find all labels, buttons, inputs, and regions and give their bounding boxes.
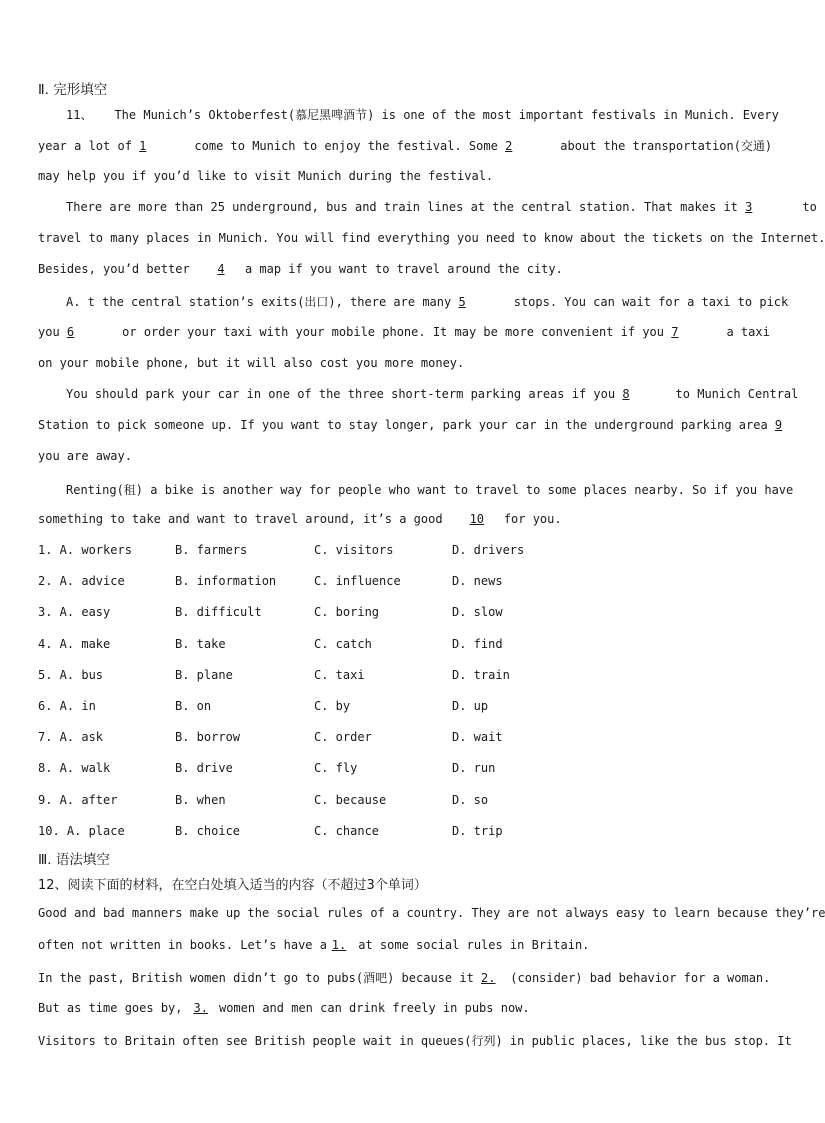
- option-c[interactable]: C. boring: [314, 605, 380, 619]
- option-a[interactable]: 9. A. after: [38, 793, 118, 807]
- blank-7[interactable]: 7: [671, 325, 679, 339]
- option-d[interactable]: D. drivers: [452, 543, 525, 557]
- cloze-line: travel to many places in Munich. You will find everything you need to know about the tickets on the Internet.: [38, 231, 825, 245]
- option-b[interactable]: B. take: [175, 637, 226, 651]
- section-3-title: Ⅲ. 语法填空: [38, 852, 110, 868]
- cloze-line: You should park your car in one of the three short-term parking areas if you 8 to Munich Central: [66, 387, 799, 401]
- option-a[interactable]: 4. A. make: [38, 637, 111, 651]
- option-d[interactable]: D. wait: [452, 730, 503, 744]
- option-c[interactable]: C. chance: [314, 824, 380, 838]
- cloze-line: 11、 The Munich’s Oktoberfest(慕尼黑啤酒节) is one of the most important festivals in Munich. Every: [66, 108, 779, 122]
- grammar-line: In the past, British women didn’t go to pubs(酒吧) because it 2. (consider) bad behavior for a woman.: [38, 971, 771, 985]
- cloze-line: something to take and want to travel around, it’s a good 10 for you.: [38, 512, 562, 526]
- grammar-line: often not written in books. Let’s have a 1. at some social rules in Britain.: [38, 938, 590, 952]
- option-d[interactable]: D. up: [452, 699, 489, 713]
- option-d[interactable]: D. run: [452, 761, 496, 775]
- grammar-instruction: 12、阅读下面的材料，在空白处填入适当的内容（不超过3个单词）: [38, 878, 427, 893]
- grammar-blank-2[interactable]: 2.: [481, 971, 496, 985]
- cloze-line: Station to pick someone up. If you want to stay longer, park your car in the underground parking area 9: [38, 418, 756, 432]
- blank-5[interactable]: 5: [458, 295, 466, 309]
- option-b[interactable]: B. difficult: [175, 605, 262, 619]
- blank-6[interactable]: 6: [66, 325, 75, 339]
- option-a[interactable]: 8. A. walk: [38, 761, 111, 775]
- grammar-line: Good and bad manners make up the social rules of a country. They are not always easy to learn because they’re: [38, 906, 825, 920]
- section-2-title: Ⅱ. 完形填空: [38, 82, 108, 98]
- option-a[interactable]: 10. A. place: [38, 824, 125, 838]
- option-b[interactable]: B. drive: [175, 761, 233, 775]
- option-b[interactable]: B. borrow: [175, 730, 241, 744]
- option-d[interactable]: D. trip: [452, 824, 503, 838]
- option-c[interactable]: C. fly: [314, 761, 358, 775]
- blank-4[interactable]: 4: [217, 262, 225, 276]
- option-c[interactable]: C. visitors: [314, 543, 394, 557]
- option-c[interactable]: C. order: [314, 730, 372, 744]
- option-b[interactable]: B. information: [175, 574, 277, 588]
- grammar-blank-3[interactable]: 3.: [193, 1001, 208, 1015]
- cloze-line: you are away.: [38, 449, 132, 463]
- option-a[interactable]: 6. A. in: [38, 699, 96, 713]
- option-b[interactable]: B. plane: [175, 668, 233, 682]
- cloze-line: year a lot of 1 come to Munich to enjoy the festival. Some 2 about the transportation(交通): [38, 139, 773, 153]
- option-c[interactable]: C. influence: [314, 574, 401, 588]
- blank-8[interactable]: 8: [622, 387, 630, 401]
- option-d[interactable]: D. find: [452, 637, 503, 651]
- option-b[interactable]: B. farmers: [175, 543, 248, 557]
- blank-1[interactable]: 1: [139, 139, 147, 153]
- option-c[interactable]: C. catch: [314, 637, 372, 651]
- option-b[interactable]: B. choice: [175, 824, 241, 838]
- option-c[interactable]: C. by: [314, 699, 351, 713]
- option-a[interactable]: 1. A. workers: [38, 543, 132, 557]
- grammar-line: But as time goes by, 3. women and men can drink freely in pubs now.: [38, 1001, 530, 1015]
- option-a[interactable]: 3. A. easy: [38, 605, 111, 619]
- option-d[interactable]: D. train: [452, 668, 510, 682]
- option-a[interactable]: 2. A. advice: [38, 574, 125, 588]
- option-d[interactable]: D. slow: [452, 605, 503, 619]
- cloze-line: may help you if you’d like to visit Munich during the festival.: [38, 169, 494, 183]
- grammar-blank-1[interactable]: 1.: [331, 938, 347, 952]
- option-b[interactable]: B. when: [175, 793, 226, 807]
- option-a[interactable]: 5. A. bus: [38, 668, 104, 682]
- cloze-line: on your mobile phone, but it will also cost you more money.: [38, 356, 465, 370]
- cloze-line: Besides, you’d better 4 a map if you want to travel around the city.: [38, 262, 563, 276]
- option-c[interactable]: C. because: [314, 793, 387, 807]
- option-a[interactable]: 7. A. ask: [38, 730, 104, 744]
- option-c[interactable]: C. taxi: [314, 668, 365, 682]
- blank-3[interactable]: 3: [745, 200, 753, 214]
- option-d[interactable]: D. news: [452, 574, 503, 588]
- cloze-line: you 6 or order your taxi with your mobile phone. It may be more convenient if you 7 a taxi: [38, 325, 770, 339]
- option-d[interactable]: D. so: [452, 793, 489, 807]
- cloze-line: There are more than 25 underground, bus and train lines at the central station. That makes it 3 to: [66, 200, 817, 214]
- cloze-line: Renting(租) a bike is another way for people who want to travel to some places nearby. So if you have: [66, 483, 794, 497]
- blank-9[interactable]: 9: [774, 418, 783, 432]
- option-b[interactable]: B. on: [175, 699, 212, 713]
- question-number: 11、: [66, 108, 93, 122]
- blank-10[interactable]: 10: [469, 512, 485, 526]
- cloze-line: A. t the central station’s exits(出口), there are many 5 stops. You can wait for a taxi to pick: [66, 295, 789, 309]
- grammar-line: Visitors to Britain often see British people wait in queues(行列) in public places, like the bus stop. It: [38, 1034, 792, 1048]
- blank-2[interactable]: 2: [505, 139, 513, 153]
